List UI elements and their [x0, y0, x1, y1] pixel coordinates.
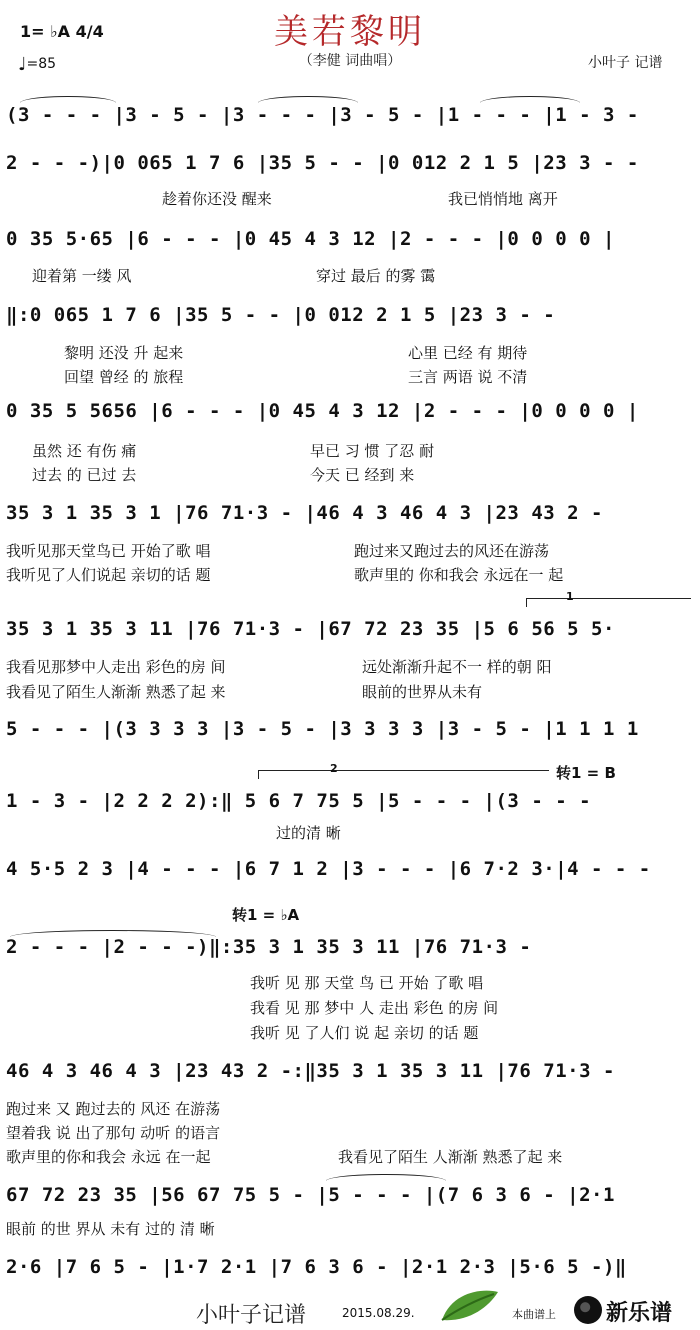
notation-row-6: 35 3 1 35 3 1 |76 71·3 - |46 4 3 46 4 3 |23 43 2 - — [6, 502, 603, 524]
modulation-mark: 转1 = B — [556, 764, 616, 782]
lyric-line: 跑过来又跑过去的风还在游荡 — [354, 542, 550, 560]
lyric-line: 穿过 最后 的雾 霭 — [316, 267, 436, 285]
lyric-line: 眼前 的世 界从 未有 过的 清 晰 — [6, 1220, 215, 1238]
lyric-line: 我听见了人们说起 亲切的话 题 — [6, 566, 211, 584]
notation-row-14: 2·6 |7 6 5 - |1·7 2·1 |7 6 3 6 - |2·1 2·3 |5·6 5 -)‖ — [6, 1256, 627, 1278]
lyric-line: 迎着第 一缕 风 — [32, 267, 132, 285]
tie-arc — [480, 96, 580, 103]
notation-row-10: 4 5·5 2 3 |4 - - - |6 7 1 2 |3 - - - |6 7·2 3·|4 - - - — [6, 858, 651, 880]
tie-arc — [20, 96, 116, 103]
modulation-mark: 转1 = ♭A — [232, 906, 300, 924]
lyric-line: 黎明 还没 升 起来 — [64, 344, 184, 362]
lyric-line: 我已悄悄地 离开 — [448, 190, 558, 208]
notation-row-5: 0 35 5 5656 |6 - - - |0 45 4 3 12 |2 - - - |0 0 0 0 | — [6, 400, 639, 422]
lyric-line: 我看见了陌生 人渐渐 熟悉了起 来 — [338, 1148, 563, 1166]
lyric-line: 望着我 说 出了那句 动听 的语言 — [6, 1124, 221, 1142]
lyric-line: 趁着你还没 醒来 — [162, 190, 272, 208]
volta-number: 1 — [566, 590, 574, 603]
lyric-line: 我看见了陌生人渐渐 熟悉了起 来 — [6, 683, 226, 701]
logo-disc-icon — [574, 1296, 602, 1324]
lyric-line: 过的清 晰 — [276, 824, 341, 842]
site-logo: 新乐谱 — [606, 1301, 673, 1326]
key-signature: 1= ♭A 4/4 — [20, 22, 104, 41]
lyric-line: 远处渐渐升起不一 样的朝 阳 — [362, 658, 552, 676]
notation-row-13: 67 72 23 35 |56 67 75 5 - |5 - - - |(7 6 3 6 - |2·1 — [6, 1184, 615, 1206]
notation-row-12: 46 4 3 46 4 3 |23 43 2 -:‖35 3 1 35 3 11 |76 71·3 - — [6, 1060, 615, 1082]
tie-arc — [258, 96, 358, 103]
notation-row-3: 0 35 5·65 |6 - - - |0 45 4 3 12 |2 - - - |0 0 0 0 | — [6, 228, 615, 250]
quarter-note-icon: ♩ — [18, 54, 27, 75]
lyric-line: 我听 见 那 天堂 鸟 已 开始 了歌 唱 — [250, 974, 484, 992]
lyric-line: 心里 已经 有 期待 — [408, 344, 528, 362]
volta-bracket — [258, 770, 549, 779]
lyric-line: 我看见那梦中人走出 彩色的房 间 — [6, 658, 226, 676]
lyric-line: 回望 曾经 的 旅程 — [64, 368, 184, 386]
song-credits: （李健 词曲唱） — [298, 53, 402, 69]
tempo-value: =85 — [26, 56, 57, 72]
transcriber-credit: 小叶子 记谱 — [588, 55, 663, 71]
volta-bracket — [526, 598, 691, 607]
lyric-line: 早已 习 惯 了忍 耐 — [310, 442, 435, 460]
lyric-line: 跑过来 又 跑过去的 风还 在游荡 — [6, 1100, 221, 1118]
lyric-line: 三言 两语 说 不清 — [408, 368, 528, 386]
lyric-line: 虽然 还 有伤 痛 — [32, 442, 137, 460]
leaf-icon — [438, 1286, 502, 1326]
lyric-line: 歌声里的你和我会 永远 在一起 — [6, 1148, 211, 1166]
notation-row-9: 1 - 3 - |2 2 2 2):‖ 5 6 7 75 5 |5 - - - |(3 - - - — [6, 790, 592, 812]
notation-row-7: 35 3 1 35 3 11 |76 71·3 - |67 72 23 35 |5 6 56 5 5· — [6, 618, 615, 640]
notation-row-2: 2 - - -)|0 065 1 7 6 |35 5 - - |0 012 2 1 5 |23 3 - - — [6, 152, 639, 174]
lyric-line: 我听见那天堂鸟已 开始了歌 唱 — [6, 542, 211, 560]
notation-row-8: 5 - - - |(3 3 3 3 |3 - 5 - |3 3 3 3 |3 - 5 - |1 1 1 1 — [6, 718, 639, 740]
lyric-line: 眼前的世界从未有 — [362, 683, 483, 701]
notation-row-1: (3 - - - |3 - 5 - |3 - - - |3 - 5 - |1 - - - |1 - 3 - — [6, 104, 639, 126]
lyric-line: 我看 见 那 梦中 人 走出 彩色 的房 间 — [250, 999, 499, 1017]
upload-note: 本曲谱上 — [512, 1308, 556, 1321]
transcriber-signature: 小叶子记谱 — [196, 1303, 307, 1328]
notation-row-4: ‖:0 065 1 7 6 |35 5 - - |0 012 2 1 5 |23 3 - - — [6, 304, 556, 326]
lyric-line: 歌声里的 你和我会 永远在一 起 — [354, 566, 564, 584]
transcription-date: 2015.08.29. — [342, 1306, 415, 1320]
notation-row-11: 2 - - - |2 - - -)‖:35 3 1 35 3 11 |76 71·3 - — [6, 936, 532, 958]
lyric-line: 今天 已 经到 来 — [310, 466, 415, 484]
lyric-line: 过去 的 已过 去 — [32, 466, 137, 484]
volta-number: 2 — [330, 762, 338, 775]
tempo-marking — [18, 54, 56, 75]
lyric-line: 我听 见 了人们 说 起 亲切 的话 题 — [250, 1024, 479, 1042]
tie-arc — [326, 1174, 446, 1181]
page-title: 美若黎明 — [274, 12, 426, 52]
